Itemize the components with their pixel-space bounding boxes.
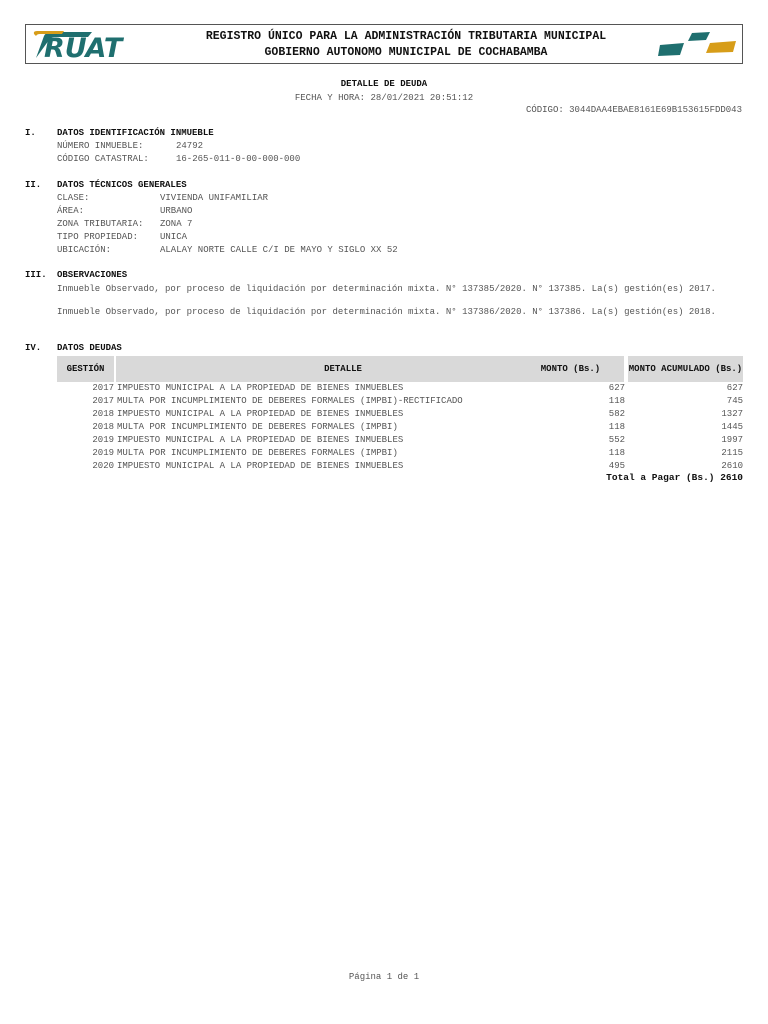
observation-text-1: Inmueble Observado, por proceso de liquidación por determinación mixta. N° 137385/2020. N° 137385. La(s) gestión(es) 2017. xyxy=(57,284,716,294)
cell-gestion: 2020 xyxy=(92,461,114,471)
cell-acumulado: 2610 xyxy=(721,461,743,471)
cell-detalle: IMPUESTO MUNICIPAL A LA PROPIEDAD DE BIENES INMUEBLES xyxy=(117,435,404,445)
brand-mark-icon xyxy=(658,31,736,57)
section-4-title: DATOS DEUDAS xyxy=(57,343,122,353)
cell-gestion: 2019 xyxy=(92,448,114,458)
column-header-acumulado: MONTO ACUMULADO (Bs.) xyxy=(628,356,743,382)
cell-gestion: 2018 xyxy=(92,409,114,419)
table-row xyxy=(57,447,743,460)
cell-gestion: 2017 xyxy=(92,396,114,406)
cell-monto: 118 xyxy=(608,396,625,406)
document-datetime: FECHA Y HORA: 28/01/2021 20:51:12 xyxy=(294,93,474,103)
cell-detalle: MULTA POR INCUMPLIMIENTO DE DEBERES FORMALES (IMPBI) xyxy=(117,422,398,432)
section-3-number: III. xyxy=(25,270,47,280)
header-title xyxy=(176,29,636,60)
header-title-line2: GOBIERNO AUTONOMO MUNICIPAL DE COCHABAMBA xyxy=(264,45,548,59)
column-header-gestion: GESTIÓN xyxy=(57,356,114,382)
cell-gestion: 2018 xyxy=(92,422,114,432)
cell-acumulado: 627 xyxy=(726,383,743,393)
total-to-pay: Total a Pagar (Bs.) 2610 xyxy=(606,472,743,483)
section-4-number: IV. xyxy=(25,343,42,353)
cell-acumulado: 1327 xyxy=(721,409,743,419)
cell-detalle: IMPUESTO MUNICIPAL A LA PROPIEDAD DE BIENES INMUEBLES xyxy=(117,383,404,393)
debts-table xyxy=(57,356,743,473)
section-3-title: OBSERVACIONES xyxy=(57,270,128,280)
section-2-number: II. xyxy=(25,180,42,190)
observation-text-2: Inmueble Observado, por proceso de liquidación por determinación mixta. N° 137386/2020. N° 137386. La(s) gestión(es) 2018. xyxy=(57,307,716,317)
cell-monto: 582 xyxy=(608,409,625,419)
cell-gestion: 2019 xyxy=(92,435,114,445)
field-value-clase: VIVIENDA UNIFAMILIAR xyxy=(160,193,269,203)
table-row xyxy=(57,395,743,408)
field-value-zona-tributaria: ZONA 7 xyxy=(160,219,193,229)
cell-acumulado: 745 xyxy=(726,396,743,406)
logo-text: RUAT xyxy=(44,33,123,62)
table-header xyxy=(57,356,743,382)
field-value-numero-inmueble: 24792 xyxy=(176,141,204,151)
document-code: CÓDIGO: 3044DAA4EBAE8161E69B153615FDD043 xyxy=(525,105,742,115)
cell-monto: 118 xyxy=(608,422,625,432)
field-value-codigo-catastral: 16-265-011-0-00-000-000 xyxy=(176,154,301,164)
table-row xyxy=(57,408,743,421)
section-2-title: DATOS TÉCNICOS GENERALES xyxy=(57,180,187,190)
cell-gestion: 2017 xyxy=(92,383,114,393)
column-header-monto: MONTO (Bs.) xyxy=(517,356,624,382)
cell-detalle: MULTA POR INCUMPLIMIENTO DE DEBERES FORMALES (IMPBI)-RECTIFICADO xyxy=(117,396,463,406)
field-label-zona-tributaria: ZONA TRIBUTARIA: xyxy=(57,219,144,229)
table-body xyxy=(57,382,743,473)
document-title: DETALLE DE DEUDA xyxy=(340,79,428,89)
field-value-ubicacion: ALALAY NORTE CALLE C/I DE MAYO Y SIGLO XX 52 xyxy=(160,245,398,255)
field-label-ubicacion: UBICACIÓN: xyxy=(57,245,112,255)
field-label-tipo-propiedad: TIPO PROPIEDAD: xyxy=(57,232,139,242)
cell-detalle: IMPUESTO MUNICIPAL A LA PROPIEDAD DE BIENES INMUEBLES xyxy=(117,461,404,471)
cell-acumulado: 1445 xyxy=(721,422,743,432)
field-value-area: URBANO xyxy=(160,206,193,216)
table-row xyxy=(57,421,743,434)
cell-acumulado: 2115 xyxy=(721,448,743,458)
field-value-tipo-propiedad: UNICA xyxy=(160,232,188,242)
column-header-detalle: DETALLE xyxy=(116,356,570,382)
cell-monto: 118 xyxy=(608,448,625,458)
table-row xyxy=(57,382,743,395)
page-number: Página 1 de 1 xyxy=(348,972,420,982)
document-header xyxy=(25,24,743,64)
cell-monto: 627 xyxy=(608,383,625,393)
field-label-area: ÁREA: xyxy=(57,206,85,216)
field-label-numero-inmueble: NÚMERO INMUEBLE: xyxy=(57,141,144,151)
cell-monto: 552 xyxy=(608,435,625,445)
cell-monto: 495 xyxy=(608,461,625,471)
ruat-logo xyxy=(30,28,160,62)
cell-detalle: IMPUESTO MUNICIPAL A LA PROPIEDAD DE BIENES INMUEBLES xyxy=(117,409,404,419)
cell-detalle: MULTA POR INCUMPLIMIENTO DE DEBERES FORMALES (IMPBI) xyxy=(117,448,398,458)
field-label-clase: CLASE: xyxy=(57,193,90,203)
field-label-codigo-catastral: CÓDIGO CATASTRAL: xyxy=(57,154,149,164)
header-title-line1: REGISTRO ÚNICO PARA LA ADMINISTRACIÓN TRIBUTARIA MUNICIPAL xyxy=(205,30,607,43)
cell-acumulado: 1997 xyxy=(721,435,743,445)
table-row xyxy=(57,434,743,447)
section-1-title: DATOS IDENTIFICACIÓN INMUEBLE xyxy=(57,128,214,138)
section-1-number: I. xyxy=(25,128,36,138)
